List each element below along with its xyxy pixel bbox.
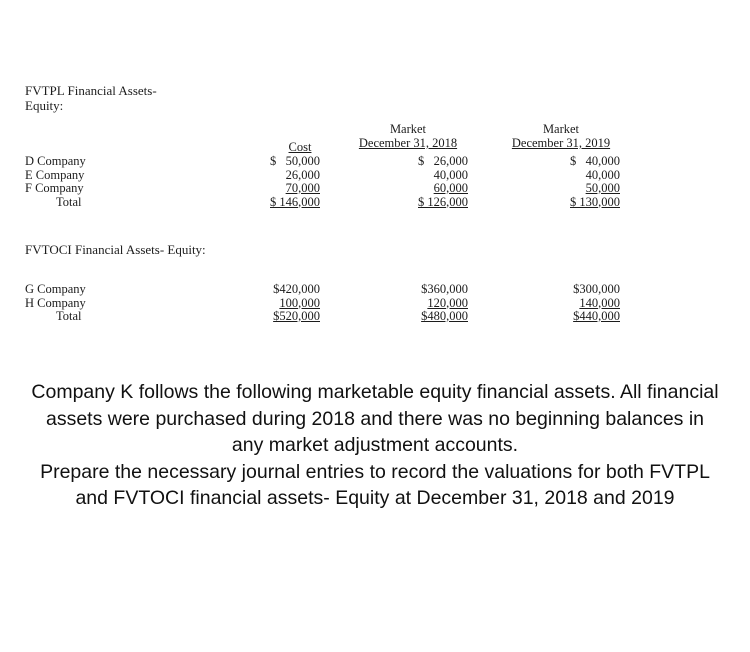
m2018-g-company: $360,000: [421, 282, 468, 296]
m2019-e-company: 40,000: [585, 167, 620, 182]
fvtpl-section-title: [25, 83, 157, 113]
row-label-fvtoci-total: Total: [56, 309, 82, 323]
market-2018-header: [338, 122, 478, 150]
m2019-total: $ 130,000: [570, 194, 620, 209]
m2018-fvtoci-total: $480,000: [421, 309, 468, 323]
cost-f-company: 70,000: [285, 181, 320, 195]
m2018-h-company: 120,000: [427, 295, 468, 310]
cost-d-company: $ 50,000: [270, 154, 320, 168]
market-2019-header-date: December 31, 2019: [511, 136, 611, 150]
fvtoci-market-2018-column: [392, 283, 468, 324]
cost-g-company: $420,000: [273, 282, 320, 296]
m2019-d-company: $ 40,000: [570, 154, 620, 168]
market-2018-header-date: December 31, 2018: [358, 136, 458, 150]
m2018-e-company: 40,000: [433, 167, 468, 182]
fvtpl-cost-column: [244, 155, 320, 209]
prompt-paragraph-1: Company K follows the following marketable equity financial assets. All financial assets were purchased during 2018 and there was no beginning balances in any market adjustment accounts.: [31, 381, 719, 456]
m2018-d-company: $ 26,000: [418, 154, 468, 168]
cost-total: $ 146,000: [270, 194, 320, 209]
fvtpl-title-line2: Equity:: [25, 98, 64, 113]
cost-fvtoci-total: $520,000: [273, 309, 320, 323]
prompt-paragraph-2: Prepare the necessary journal entries to record the valuations for both FVTPL and FVTOCI financial assets- Equity at December 31, 2018 and 2019: [40, 460, 710, 509]
market-2018-header-top: Market: [389, 122, 427, 136]
fvtoci-section-title: FVTOCI Financial Assets- Equity:: [25, 242, 206, 257]
fvtpl-market-2018-column: [392, 155, 468, 209]
row-label-e-company: E Company: [25, 167, 85, 182]
row-label-total: Total: [56, 194, 82, 209]
cost-header: [280, 140, 320, 154]
m2019-fvtoci-total: $440,000: [573, 309, 620, 323]
market-2019-header: [492, 122, 630, 150]
fvtoci-row-labels: [25, 283, 86, 324]
m2019-f-company: 50,000: [585, 181, 620, 195]
market-2019-header-top: Market: [542, 122, 580, 136]
cost-h-company: 100,000: [279, 295, 320, 310]
row-label-d-company: D Company: [25, 154, 86, 168]
question-prompt: [30, 379, 720, 512]
m2019-h-company: 140,000: [579, 295, 620, 310]
fvtoci-market-2019-column: [544, 283, 620, 324]
cost-e-company: 26,000: [285, 167, 320, 182]
m2019-g-company: $300,000: [573, 282, 620, 296]
cost-header-label: Cost: [288, 140, 312, 154]
m2018-f-company: 60,000: [433, 181, 468, 195]
m2018-total: $ 126,000: [418, 194, 468, 209]
row-label-g-company: G Company: [25, 282, 86, 296]
row-label-h-company: H Company: [25, 295, 86, 310]
row-label-f-company: F Company: [25, 181, 84, 195]
fvtpl-row-labels: [25, 155, 86, 209]
fvtoci-cost-column: [244, 283, 320, 324]
fvtpl-title-line1: FVTPL Financial Assets-: [25, 83, 157, 98]
fvtpl-market-2019-column: [544, 155, 620, 209]
